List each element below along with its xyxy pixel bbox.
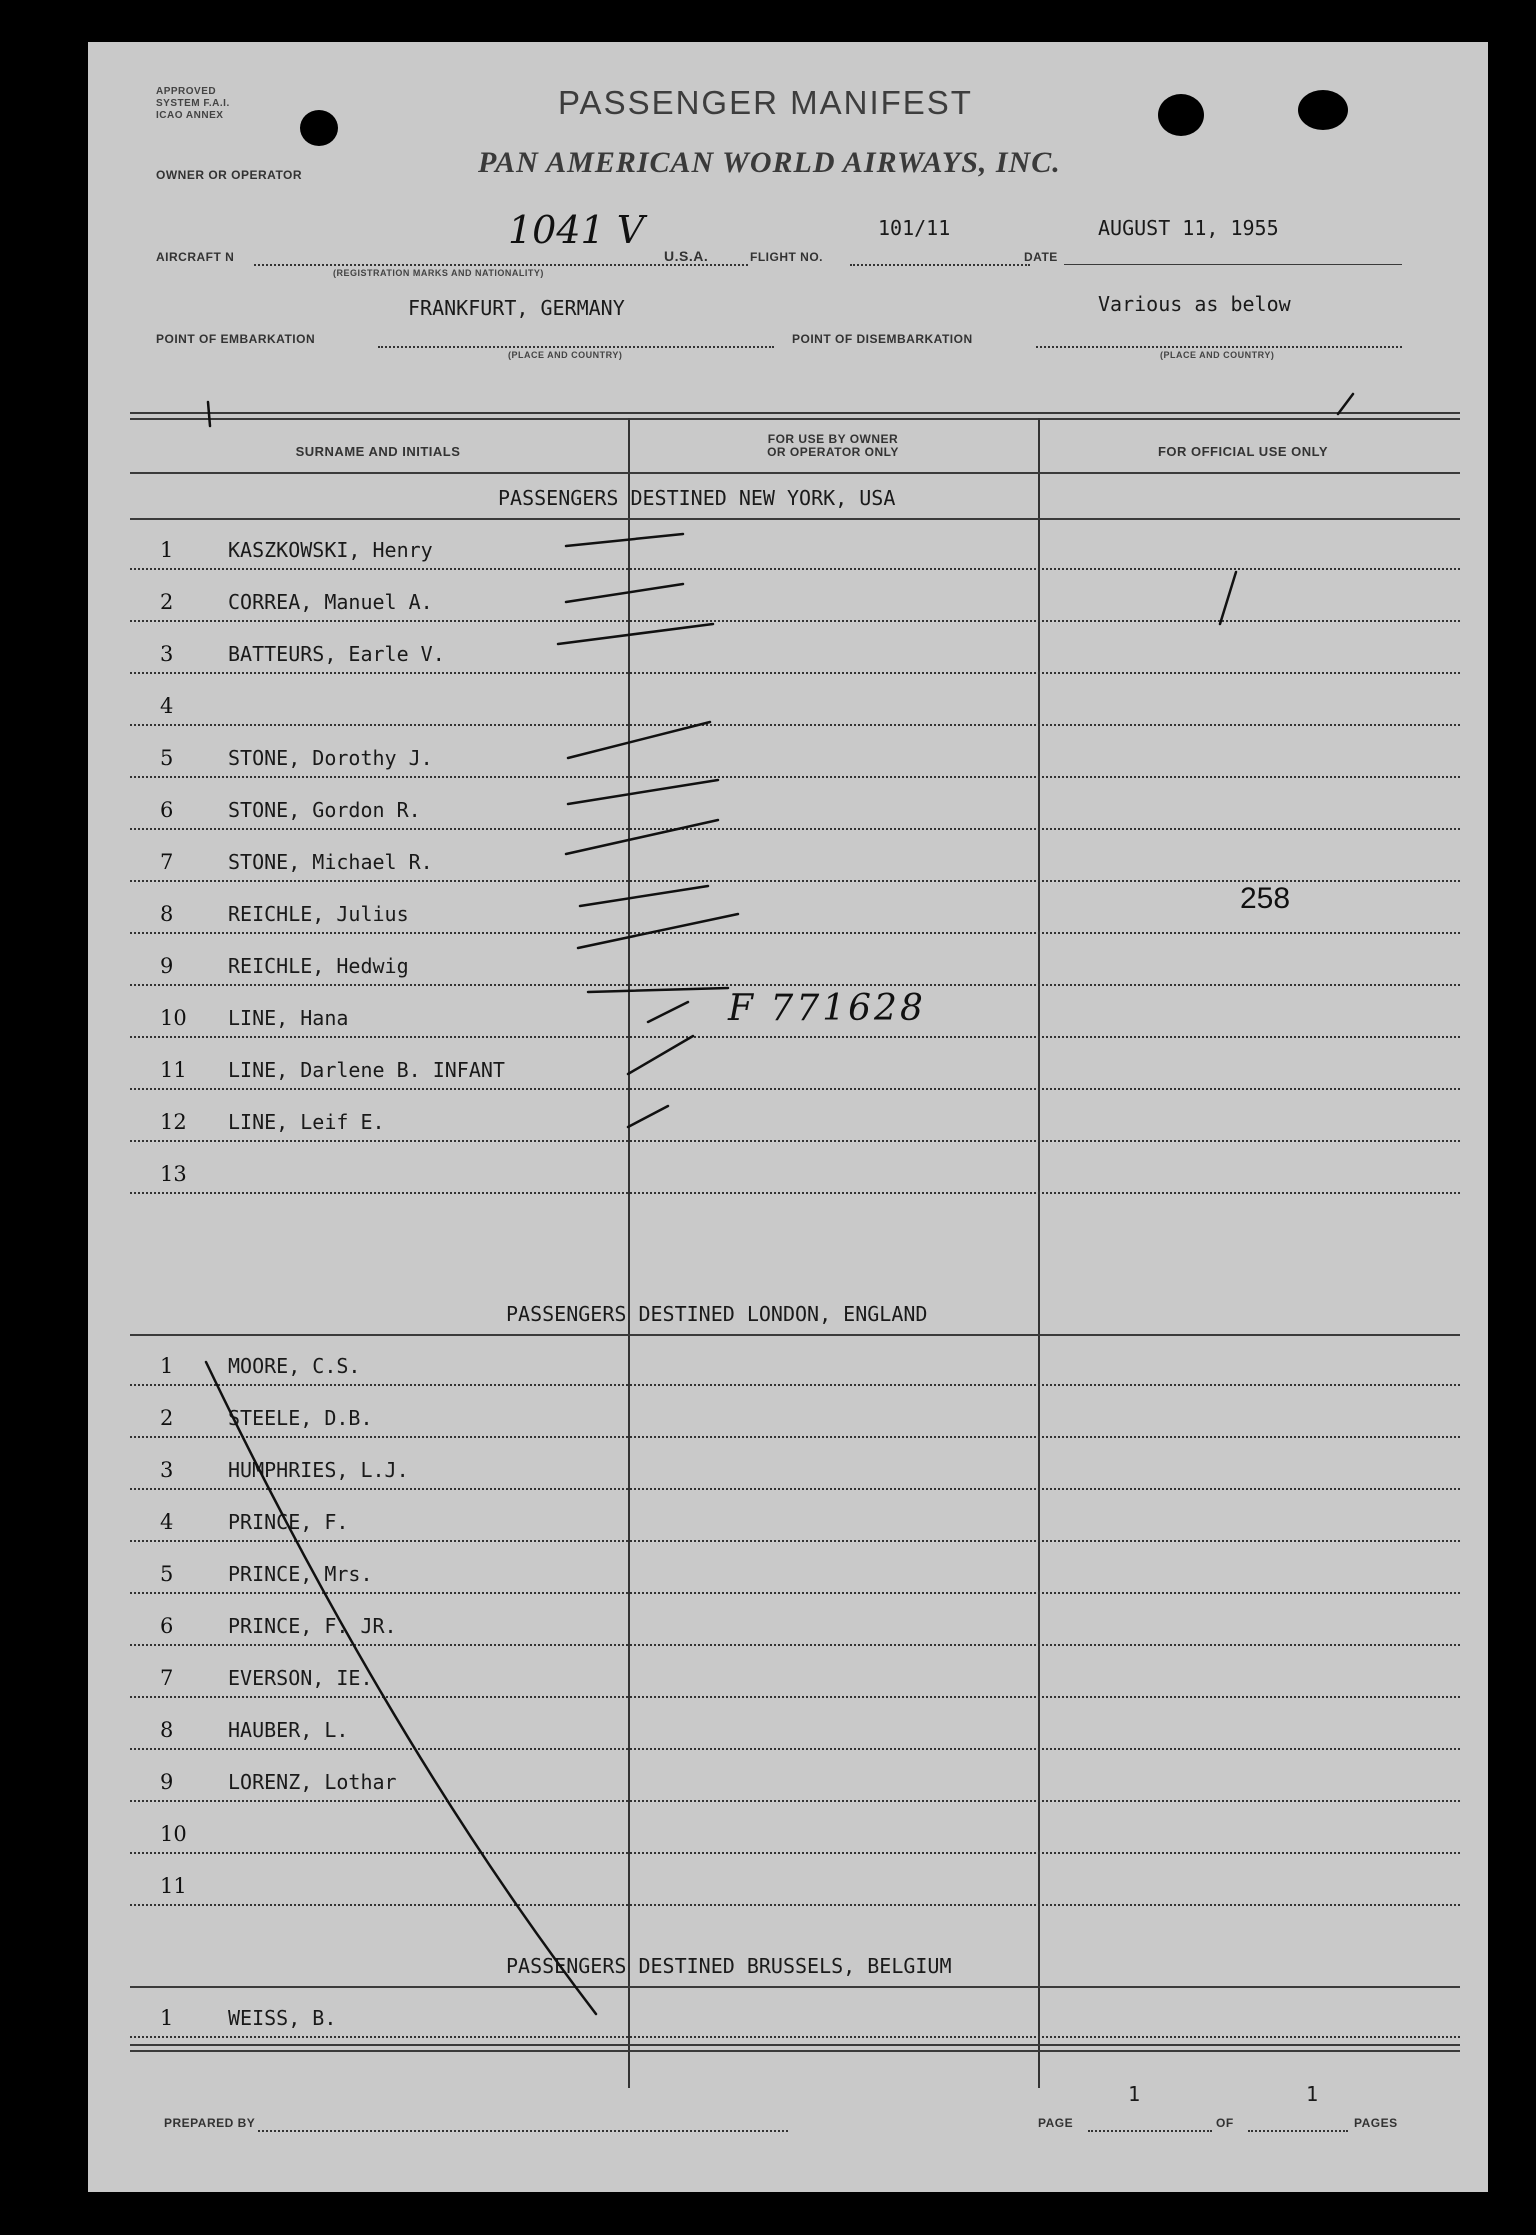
section-heading-london: PASSENGERS DESTINED LONDON, ENGLAND — [506, 1302, 928, 1326]
tick-mark-10 — [648, 1002, 688, 1022]
form-title: PASSENGER MANIFEST — [558, 84, 973, 121]
row-number: 6 — [160, 1614, 174, 1638]
owner-label: OWNER OR OPERATOR — [156, 168, 303, 182]
row-number: 3 — [160, 642, 174, 666]
page-label: PAGE — [1038, 2116, 1074, 2130]
row-number: 8 — [160, 1718, 174, 1742]
row-number: 8 — [160, 902, 174, 926]
row-number: 5 — [160, 1562, 174, 1586]
tick-mark-2 — [566, 584, 683, 602]
passenger-name: PRINCE, Mrs. — [228, 1562, 373, 1586]
row-number: 7 — [160, 850, 174, 874]
margin-mark-right — [1338, 394, 1353, 414]
row-number: 13 — [160, 1162, 187, 1186]
embarkation-label: POINT OF EMBARKATION — [156, 332, 316, 346]
passenger-name: PRINCE, F. — [228, 1510, 349, 1534]
passenger-name: STONE, Michael R. — [228, 850, 433, 874]
tick-mark-11 — [628, 1036, 693, 1074]
official-tick-mark — [1220, 572, 1236, 624]
row-number: 6 — [160, 798, 174, 822]
row-number: 11 — [160, 1058, 187, 1082]
tick-mark-4 — [568, 722, 710, 758]
flight-label: FLIGHT NO. — [750, 250, 823, 264]
tick-mark-6 — [566, 820, 718, 854]
pages-label: PAGES — [1354, 2116, 1398, 2130]
row-number: 1 — [160, 2006, 174, 2030]
passenger-name: HUMPHRIES, L.J. — [228, 1458, 409, 1482]
tick-mark-8 — [578, 914, 738, 948]
prepared-by-line — [258, 2130, 788, 2132]
passenger-name: CORREA, Manuel A. — [228, 590, 433, 614]
aircraft-label: AIRCRAFT N — [156, 250, 235, 264]
operator-name: PAN AMERICAN WORLD AIRWAYS, INC. — [478, 146, 1061, 179]
passenger-name: MOORE, C.S. — [228, 1354, 361, 1378]
disembarkation-value: Various as below — [1098, 292, 1291, 316]
margin-mark — [208, 402, 210, 426]
approved-label: APPROVED — [156, 86, 217, 97]
row-number: 5 — [160, 746, 174, 770]
of-label: OF — [1216, 2116, 1234, 2130]
manifest-sheet — [88, 42, 1488, 2192]
owner-use-header-1: FOR USE BY OWNER — [767, 432, 899, 446]
row-number: 1 — [160, 1354, 174, 1378]
usa-label: U.S.A. — [664, 248, 709, 264]
passenger-name: PRINCE, F. JR. — [228, 1614, 397, 1638]
of-line — [1248, 2130, 1348, 2132]
place-note-2: (PLACE AND COUNTRY) — [1160, 350, 1275, 360]
tick-mark-7 — [580, 886, 708, 906]
official-use-header: FOR OFFICIAL USE ONLY — [1157, 444, 1329, 459]
passenger-name: LINE, Darlene B. INFANT — [228, 1058, 505, 1082]
row-number: 10 — [160, 1822, 187, 1846]
date-value: AUGUST 11, 1955 — [1098, 216, 1279, 240]
row-number: 10 — [160, 1006, 187, 1030]
row-number: 3 — [160, 1458, 174, 1482]
section-heading-brussels: PASSENGERS DESTINED BRUSSELS, BELGIUM — [506, 1954, 952, 1978]
passenger-name: REICHLE, Hedwig — [228, 954, 409, 978]
aircraft-value: 1041 V — [508, 208, 645, 252]
tick-mark-9 — [588, 988, 728, 992]
passenger-name: LINE, Leif E. — [228, 1110, 385, 1134]
row-number: 11 — [160, 1874, 187, 1898]
row-number: 1 — [160, 538, 174, 562]
date-label: DATE — [1024, 250, 1058, 264]
tick-mark-1 — [566, 534, 683, 546]
passenger-name: EVERSON, IE. — [228, 1666, 373, 1690]
passenger-name: STONE, Gordon R. — [228, 798, 421, 822]
of-value: 1 — [1306, 2082, 1319, 2106]
passenger-name: KASZKOWSKI, Henry — [228, 538, 433, 562]
passenger-name: WEISS, B. — [228, 2006, 337, 2030]
handwritten-number: F 771628 — [728, 988, 926, 1029]
surname-header: SURNAME AND INITIALS — [295, 444, 461, 459]
passenger-name: STONE, Dorothy J. — [228, 746, 433, 770]
passenger-name: LORENZ, Lothar — [228, 1770, 397, 1794]
row-number: 12 — [160, 1110, 187, 1134]
row-number: 9 — [160, 1770, 174, 1794]
tick-mark-12 — [628, 1106, 668, 1127]
row-number: 4 — [160, 1510, 174, 1534]
handwritten-marks-layer — [88, 42, 1488, 2192]
passenger-name: LINE, Hana — [228, 1006, 349, 1030]
flight-value: 101/11 — [878, 216, 951, 240]
prepared-by-label: PREPARED BY — [164, 2116, 256, 2130]
row-number: 7 — [160, 1666, 174, 1690]
passenger-name: BATTEURS, Earle V. — [228, 642, 445, 666]
disembarkation-label: POINT OF DISEMBARKATION — [792, 332, 973, 346]
official-number-258: 258 — [1240, 882, 1291, 915]
row-number: 4 — [160, 694, 174, 718]
registration-note: (REGISTRATION MARKS AND NATIONALITY) — [333, 268, 544, 278]
strike-through-line — [206, 1362, 596, 2014]
passenger-name: STEELE, D.B. — [228, 1406, 373, 1430]
system-label: SYSTEM F.A.I. — [156, 98, 230, 109]
tick-mark-5 — [568, 780, 718, 804]
tick-mark-3 — [558, 624, 713, 644]
place-note-1: (PLACE AND COUNTRY) — [508, 350, 623, 360]
embarkation-value: FRANKFURT, GERMANY — [408, 296, 625, 320]
page-line — [1088, 2130, 1212, 2132]
icao-label: ICAO ANNEX — [156, 110, 224, 121]
row-number: 2 — [160, 590, 174, 614]
row-number: 2 — [160, 1406, 174, 1430]
owner-use-header-2: OR OPERATOR ONLY — [767, 445, 899, 459]
page-value: 1 — [1128, 2082, 1141, 2106]
section-heading-new-york: PASSENGERS DESTINED NEW YORK, USA — [498, 486, 896, 510]
row-number: 9 — [160, 954, 174, 978]
passenger-name: REICHLE, Julius — [228, 902, 409, 926]
passenger-name: HAUBER, L. — [228, 1718, 349, 1742]
